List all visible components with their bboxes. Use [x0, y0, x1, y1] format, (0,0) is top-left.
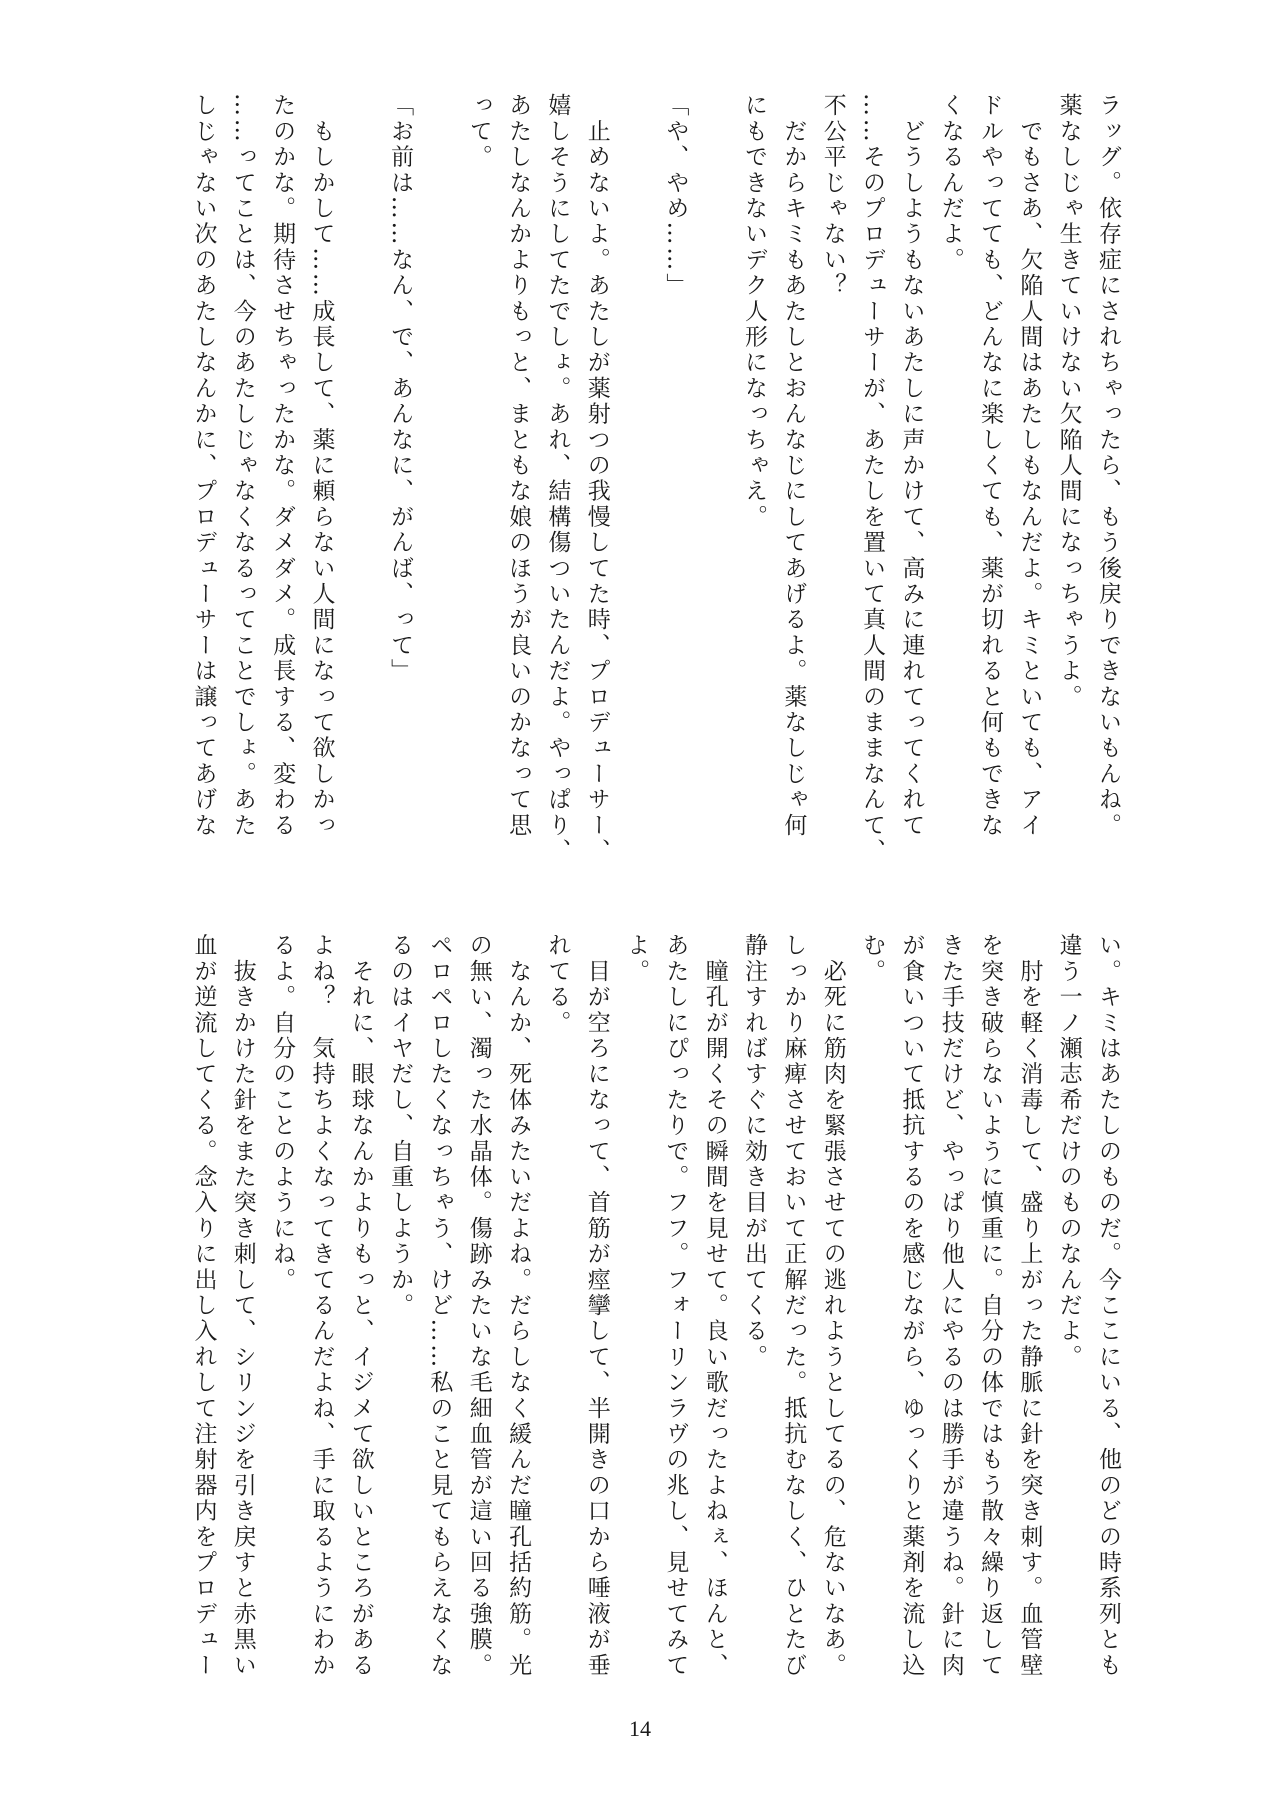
text-column: くなるんだよ。: [937, 93, 964, 273]
page-number: 14: [629, 1716, 651, 1741]
text-column: にもできないデク人形になっちゃえ。: [741, 93, 768, 530]
text-column: い。キミはあたしのものだ。今ここにいる、他のどの時系列とも: [1095, 933, 1121, 1679]
text-column: 目が空ろになって、首筋が痙攣して、半開きの口から唾液が垂: [583, 933, 610, 1679]
text-column: ドルやってても、どんなに楽しくても、薬が切れると何もできな: [977, 93, 1004, 839]
text-column: たのかな。期待させちゃったかな。ダメダメ。成長する、変わる: [269, 93, 296, 839]
text-column: 「や、やめ……」: [662, 93, 689, 299]
text-column: もしかして……成長して、薬に頼らない人間になって欲しかっ: [308, 93, 335, 839]
text-column: でもさあ、欠陥人間はあたしもなんだよ。キミといても、アイ: [1016, 93, 1043, 839]
text-column: なんか、死体みたいだよね。だらしなく緩んだ瞳孔括約筋。光: [505, 933, 532, 1679]
text-column: ペロペロしたくなっちゃう、けど……私のこと見てもらえなくな: [426, 933, 453, 1679]
text-column: それに、眼球なんかよりもっと、イジメて欲しいところがある: [347, 933, 374, 1679]
text-column: 止めないよ。あたしが薬射つの我慢してた時、プロデューサー、: [583, 93, 610, 864]
text-column: って。: [465, 93, 492, 171]
text-column: 抜きかけた針をまた突き刺して、シリンジを引き戻すと赤黒い: [229, 933, 256, 1679]
text-column: [419, 93, 458, 853]
text-column: む。: [859, 933, 886, 985]
text-column: ……ってことは、今のあたしじゃなくなるってことでしょ。あた: [229, 93, 256, 839]
text-column: きた手技だけど、やっぱり他人にやるのは勝手が違うね。針に肉: [937, 933, 964, 1679]
text-block-top: [183, 93, 1127, 864]
text-column: の無い、濁った水晶体。傷跡みたいな毛細血管が這い回る強膜。: [465, 933, 492, 1679]
text-column: どうしようもないあたしに声かけて、高みに連れてってくれて: [898, 93, 925, 839]
text-column: 静注すればすぐに効き目が出てくる。: [741, 933, 768, 1370]
text-column: るよ。自分のことのようにね。: [269, 933, 296, 1293]
text-column: だからキミもあたしとおんなじにしてあげるよ。薬なしじゃ何: [780, 93, 807, 839]
text-column: を突き破らないように慎重に。自分の体ではもう散々繰り返して: [977, 933, 1004, 1679]
text-column: しっかり麻痺させておいて正解だった。抵抗むなしく、ひとたび: [780, 933, 807, 1679]
text-column: あたしにぴったりで。フフ。フォーリンラヴの兆し、見せてみて: [662, 933, 689, 1679]
text-column: 「お前は……なん、で、あんなに、がんば、って」: [387, 93, 414, 685]
text-column: あたしなんかよりもっと、まともな娘のほうが良いのかなって思: [505, 93, 532, 839]
text-column: 肘を軽く消毒して、盛り上がった静脈に針を突き刺す。血管壁: [1016, 933, 1043, 1679]
text-column: しじゃない次のあたしなんかに、プロデューサーは譲ってあげな: [190, 93, 217, 839]
text-column: [340, 93, 379, 853]
text-column: [694, 93, 733, 853]
text-column: 薬なしじゃ生きていけない欠陥人間になっちゃうよ。: [1055, 93, 1082, 710]
text-column: よね？ 気持ちよくなってきてるんだよね、手に取るようにわか: [308, 933, 335, 1679]
text-column: るのはイヤだし、自重しようか。: [387, 933, 414, 1319]
text-column: 瞳孔が開くその瞬間を見せて。良い歌だったよねぇ、ほんと、: [701, 933, 728, 1679]
text-column: [616, 93, 655, 853]
text-column: ラッグ。依存症にされちゃったら、もう後戻りできないもんね。: [1095, 93, 1121, 839]
text-column: が食いついて抵抗するのを感じながら、ゆっくりと薬剤を流し込: [898, 933, 925, 1679]
text-column: れてる。: [544, 933, 571, 1036]
text-column: 必死に筋肉を緊張させての逃れようとしてるの、危ないなあ。: [819, 933, 846, 1679]
text-column: 血が逆流してくる。念入りに出し入れして注射器内をプロデュー: [190, 933, 217, 1679]
text-column: ……そのプロデューサーが、あたしを置いて真人間のままなんて、: [859, 93, 886, 864]
text-column: 不公平じゃない？: [819, 93, 846, 299]
text-column: 嬉しそうにしてたでしょ。あれ、結構傷ついたんだよ。やっぱり、: [544, 93, 571, 864]
text-column: よ。: [623, 933, 650, 985]
text-block-bottom: [183, 933, 1127, 1693]
text-column: 違う一ノ瀬志希だけのものなんだよ。: [1055, 933, 1082, 1370]
